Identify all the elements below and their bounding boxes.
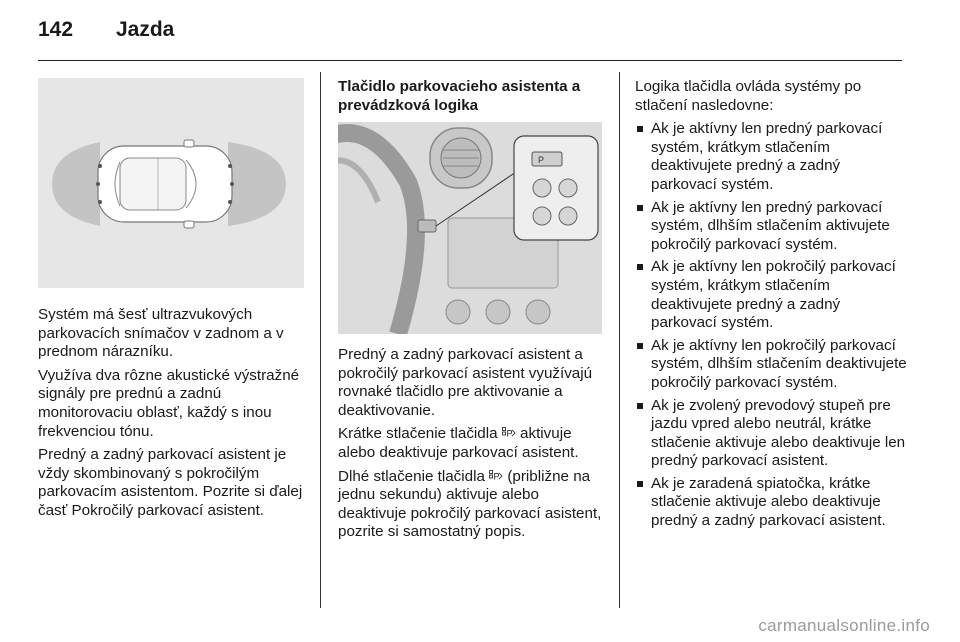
- parking-assist-icon: [489, 470, 503, 482]
- column-divider-2: [619, 72, 620, 608]
- list-item-text: Ak je zaradená spiatočka, krátke stlačenie aktivuje alebo deaktivuje predný a zadný parkovací asistent.: [651, 474, 886, 530]
- text-span: (približne na jednu sekundu) aktivuje alebo deaktivuje pokročilý parkovací asistent, pozrite si samostatný popis.: [338, 467, 602, 541]
- square-bullet-icon: [637, 264, 643, 270]
- list-item-text: Ak je aktívny len predný parkovací systém, dlhším stlačením aktivujete pokročilý parkovací systém.: [651, 198, 890, 253]
- watermark: carmanualsonline.info: [758, 616, 930, 635]
- list-item: [635, 475, 907, 531]
- svg-text:P: P: [493, 471, 500, 482]
- text-span: aktivuje alebo deaktivuje parkovací asistent.: [338, 425, 579, 461]
- list-item: [635, 337, 907, 393]
- square-bullet-icon: [637, 403, 643, 409]
- list-item-text: Ak je aktívny len pokročilý parkovací systém, dlhším stlačením deaktivujete pokročilý parkovací systém.: [651, 336, 907, 391]
- svg-text:P: P: [538, 155, 545, 165]
- list-item-text: Ak je aktívny len pokročilý parkovací systém, krátkym stlačením deaktivujete predný a zadný parkovací systém.: [651, 258, 896, 332]
- paragraph: Systém má šesť ultrazvukových parkovacích snímačov v zadnom a v prednom nárazníku.: [38, 306, 284, 361]
- column-divider-1: [320, 72, 321, 608]
- square-bullet-icon: [637, 205, 643, 211]
- svg-text:P: P: [506, 428, 513, 439]
- text-span: Dlhé stlačenie tlačidla: [338, 467, 485, 485]
- column-3-text: [635, 78, 907, 535]
- list-item-text: Ak je aktívny len predný parkovací systém, krátkym stlačením deaktivujete predný a zadný parkovací systém.: [651, 120, 883, 193]
- square-bullet-icon: [637, 126, 643, 132]
- paragraph: Predný a zadný parkovací asistent je vždy skombinovaný s pokročilým parkovacím asistentom. Pozrite si ďalej časť Pokročilý parkovací asistent.: [38, 446, 303, 519]
- dashboard-button-illustration: [338, 122, 602, 334]
- header-divider: [38, 60, 902, 61]
- page-header: [38, 18, 174, 48]
- paragraph: Využíva dva rôzne akustické výstražné signály pre prednú a zadnú monitorovaciu oblasť, každý s inou frekvenciou tónu.: [38, 366, 300, 440]
- list-item: [635, 258, 907, 332]
- paragraph: [338, 468, 606, 542]
- page-number: 142: [38, 18, 74, 41]
- column-2-text: [338, 346, 606, 547]
- chapter-title: Jazda: [116, 18, 175, 41]
- list-item-text: Ak je zvolený prevodový stupeň pre jazdu vpred alebo neutrál, krátke stlačenie aktivuje alebo deaktivuje len predný parkovací asistent.: [651, 396, 906, 470]
- text-span: Krátke stlačenie tlačidla: [338, 425, 498, 443]
- parking-assist-icon: [502, 427, 516, 439]
- intro-paragraph: Logika tlačidla ovláda systémy po stlačení nasledovne:: [635, 78, 862, 114]
- square-bullet-icon: [637, 481, 643, 487]
- section-heading: Tlačidlo parkovacieho asistenta a prevádzková logika: [338, 78, 581, 114]
- paragraph: [338, 425, 606, 462]
- list-item: [635, 397, 907, 471]
- dashboard-diagram: [338, 122, 602, 334]
- logic-list: [635, 120, 907, 530]
- column-1-text: [38, 306, 308, 526]
- list-item: [635, 120, 907, 194]
- paragraph: Predný a zadný parkovací asistent a pokročilý parkovací asistent využívajú rovnaké tlačidlo pre aktivovanie a deaktivovanie.: [338, 346, 593, 419]
- square-bullet-icon: [637, 343, 643, 349]
- car-sensor-diagram: [38, 78, 304, 288]
- list-item: [635, 199, 907, 255]
- parking-sensor-illustration: [38, 78, 304, 288]
